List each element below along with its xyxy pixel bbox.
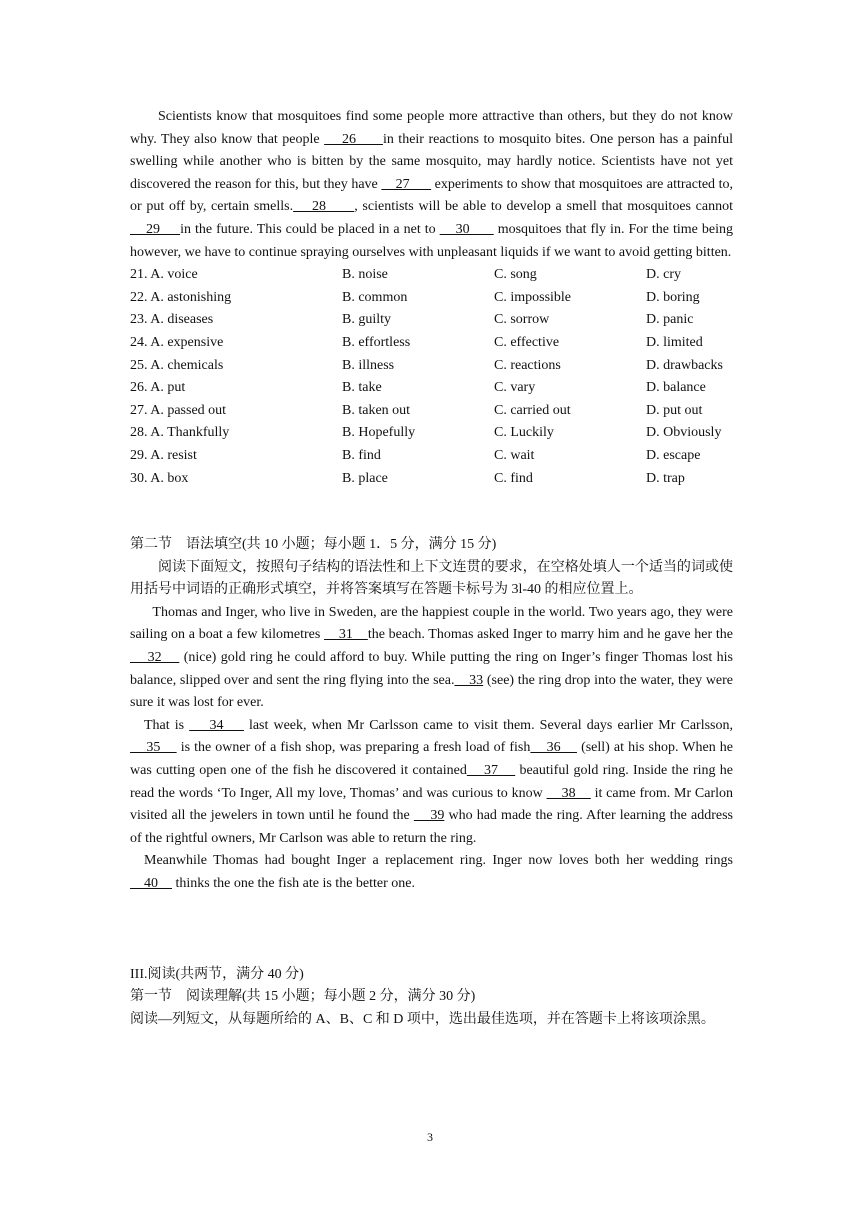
passage-text: , scientists will be able to develop a smell that mosquitoes cannot [354,199,734,215]
section-3-subheading: 第一节 阅读理解(共 15 小题；每小题 2 分，满分 30 分) [130,989,476,1005]
blank-27: 27 [381,176,432,192]
option-a: 22. A. astonishing [130,289,232,305]
passage-text: (sell) at his shop. When he was cutting open one of the fish he discovered it contained [130,740,733,779]
option-d: D. Obviously [646,425,722,441]
option-a: 24. A. expensive [130,334,224,350]
option-b: B. Hopefully [342,425,416,441]
passage-text: it came from. Mr Carlon visited all the jewelers in town until he found the [130,785,734,824]
passage-text: in their reactions to mosquito bites. One person has a painful swelling while another who is bitten by the same mosquito, may hardly notice. Scientists have not yet discovered the reason for this, but they have [130,131,733,192]
passage-text: experiments to show that mosquitoes are attracted to, or put off by, certain smells. [130,176,734,215]
option-d: D. cry [646,267,681,283]
option-row-27 [130,400,733,423]
blank-39: 39 [413,808,445,824]
blank-35: 35 [130,740,177,756]
passage-text: Meanwhile Thomas had bought Inger a replacement ring. Inger now loves both her wedding rings [144,853,733,869]
option-b: B. take [342,380,382,396]
section-3-heading: III.阅读(共两节，满分 40 分) [130,966,304,982]
option-b: B. place [342,470,388,486]
passage-text: beautiful gold ring. Inside the ring he read the words ‘To Inger, All my love, Thomas’ and was curious to know [130,763,733,801]
option-b: B. find [342,447,381,463]
option-c: C. Luckily [494,425,554,441]
option-d: D. boring [646,289,700,305]
blank-40: 40 [130,876,172,891]
blank-30: 30 [439,221,494,237]
section-2-heading: 第二节 语法填空(共 10 小题；每小题 1．5 分，满分 15 分) [130,537,497,553]
passage-text: in the future. This could be placed in a net to [180,221,440,237]
option-row-30 [130,468,733,491]
passage-2-paragraph-3 [130,850,733,895]
passage-text: (nice) gold ring he could afford to buy. While putting the ring on Inger’s finger Thomas lost his balance, slipped over and sent the ring flying into the sea. [130,650,733,688]
passage-text: is the owner of a fish shop, was preparing a fresh load of fish [176,740,531,756]
option-row-29 [130,445,733,468]
option-c: C. reactions [494,357,561,373]
option-d: D. escape [646,447,701,463]
option-b: B. illness [342,357,395,373]
passage-text: thinks the one the fish ate is the better one. [172,876,415,891]
passage-text: Thomas and Inger, who live in Sweden, are the happiest couple in the world. Two years ago, they were sailing on a boat a few kilometres [130,604,733,643]
option-c: C. effective [494,334,560,350]
option-a: 29. A. resist [130,447,197,463]
option-b: B. noise [342,267,388,283]
option-c: C. carried out [494,402,571,418]
passage-text: Scientists know that mosquitoes find some people more attractive than others, but they do not know why. They also know that people [130,109,733,147]
option-a: 21. A. voice [130,267,198,283]
option-c: C. song [494,267,537,283]
option-d: D. balance [646,380,706,396]
page-number: 3 [427,1130,433,1144]
option-row-25 [130,355,733,378]
passage-text: the beach. Thomas asked Inger to marry him and he gave her the [367,627,733,643]
option-a: 27. A. passed out [130,402,227,418]
blank-34: 34 [189,717,244,733]
option-b: B. taken out [342,402,411,418]
option-row-24 [130,332,733,355]
option-row-28 [130,422,733,445]
blank-26: 26 [324,131,383,147]
option-row-21 [130,264,733,287]
option-b: B. effortless [342,334,411,350]
passage-text: (see) the ring drop into the water, they were sure it was lost for ever. [130,672,734,711]
options-list [130,264,733,490]
option-d: D. put out [646,402,703,418]
option-d: D. limited [646,334,703,350]
option-a: 23. A. diseases [130,312,214,328]
blank-36: 36 [530,740,577,756]
passage-text: That is [144,717,190,733]
passage-2-paragraph-1 [130,602,733,715]
section-2-instruction: 阅读下面短文，按照句子结构的语法性和上下文连贯的要求，在空格处填人一个适当的词或使用括号中词语的正确形式填空，并将答案填写在答题卡标号为 3l-40 的相应位置上。 [130,559,733,598]
blank-38: 38 [546,785,591,801]
option-c: C. impossible [494,289,572,305]
document-page [130,106,733,1031]
option-row-26 [130,377,733,400]
option-c: C. find [494,470,533,486]
option-b: B. guilty [342,312,392,328]
passage-1 [130,106,733,264]
option-c: C. wait [494,447,535,463]
passage-2-paragraph-2 [130,715,733,851]
option-d: D. panic [646,312,694,328]
option-row-23 [130,309,733,332]
blank-31: 31 [324,627,368,643]
passage-text: mosquitoes that fly in. For the time being however, we have to continue spraying ourselves with unpleasant liquids if we want to avoid getting bitten. [130,221,734,260]
blank-28: 28 [293,199,355,215]
option-row-22 [130,287,733,310]
blank-29: 29 [130,221,181,237]
blank-32: 32 [130,650,180,666]
option-c: C. vary [494,380,536,396]
option-d: D. trap [646,470,685,486]
option-c: C. sorrow [494,312,550,328]
option-d: D. drawbacks [646,357,723,373]
section-3-instruction: 阅读—列短文，从每题所给的 A、B、C 和 D 项中，选出最佳选项，并在答题卡上将该项涂黑。 [130,1011,715,1027]
passage-text: who had made the ring. After learning the address of the rightful owners, Mr Carlson was able to return the ring. [130,808,733,846]
option-b: B. common [342,289,408,305]
option-a: 28. A. Thankfully [130,425,230,441]
blank-33: 33 [454,672,484,688]
passage-text: last week, when Mr Carlsson came to visit them. Several days earlier Mr Carlsson, [243,717,733,733]
option-a: 26. A. put [130,380,186,396]
option-a: 30. A. box [130,470,189,486]
blank-37: 37 [466,763,516,779]
option-a: 25. A. chemicals [130,357,224,373]
